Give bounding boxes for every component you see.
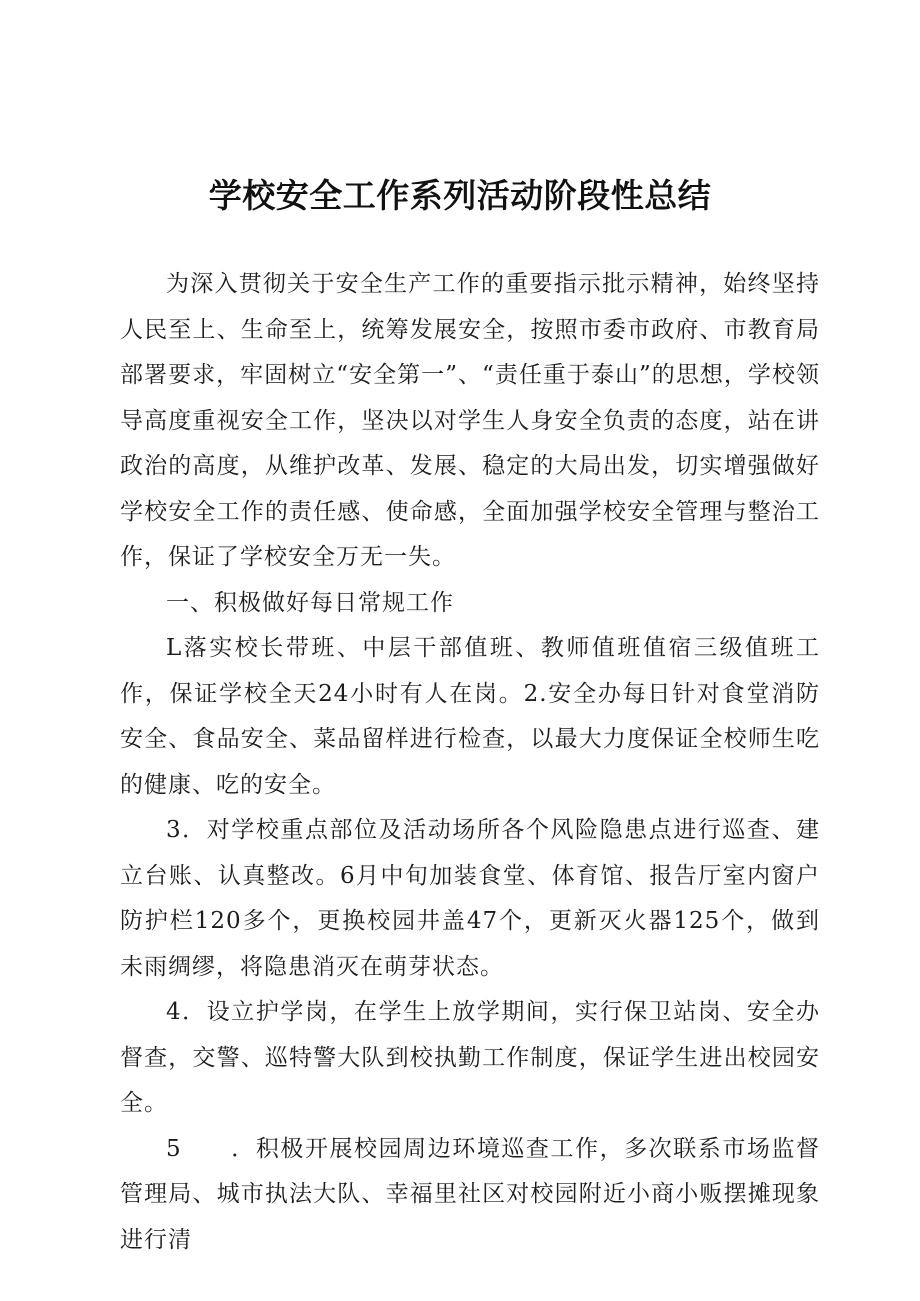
item-5-paragraph: 5 ．积极开展校园周边环境巡查工作，多次联系市场监督管理局、城市执法大队、幸福里社区对校园附近小商小贩摆摊现象进行清 [120, 1135, 820, 1253]
item-1-2-paragraph: L落实校长带班、中层干部值班、教师值班值宿三级值班工作，保证学校全天24小时有人在岗。2.安全办每日针对食堂消防安全、食品安全、菜品留样进行检查，以最大力度保证全校师生吃的健康、吃的安全。 [120, 635, 820, 798]
document-title: 学校安全工作系列活动阶段性总结 [208, 176, 712, 215]
intro-paragraph: 为深入贯彻关于安全生产工作的重要指示批示精神，始终坚持人民至上、生命至上，统筹发展安全，按照市委市政府、市教育局部署要求，牢固树立“安全第一”、“责任重于泰山”的思想，学校领导高度重视安全工作，坚决以对学生人身安全负责的态度，站在讲政治的高度，从维护改革、发展、稳定的大局出发，切实增强做好学校安全工作的责任感、使命感，全面加强学校安全管理与整治工作，保证了学校安全万无一失。 [120, 271, 820, 570]
item-4-paragraph: 4．设立护学岗，在学生上放学期间，实行保卫站岗、安全办督查，交警、巡特警大队到校执勤工作制度，保证学生进出校园安全。 [120, 999, 820, 1116]
item-3-paragraph: 3．对学校重点部位及活动场所各个风险隐患点进行巡查、建立台账、认真整改。6月中旬加装食堂、体育馆、报告厅室内窗户防护栏120多个，更换校园井盖47个，更新灭火器125个，做到未雨绸缪，将隐患消灭在萌芽状态。 [120, 817, 820, 980]
document-body [120, 262, 820, 1263]
section-1-heading: 一、积极做好每日常规工作 [166, 589, 454, 616]
